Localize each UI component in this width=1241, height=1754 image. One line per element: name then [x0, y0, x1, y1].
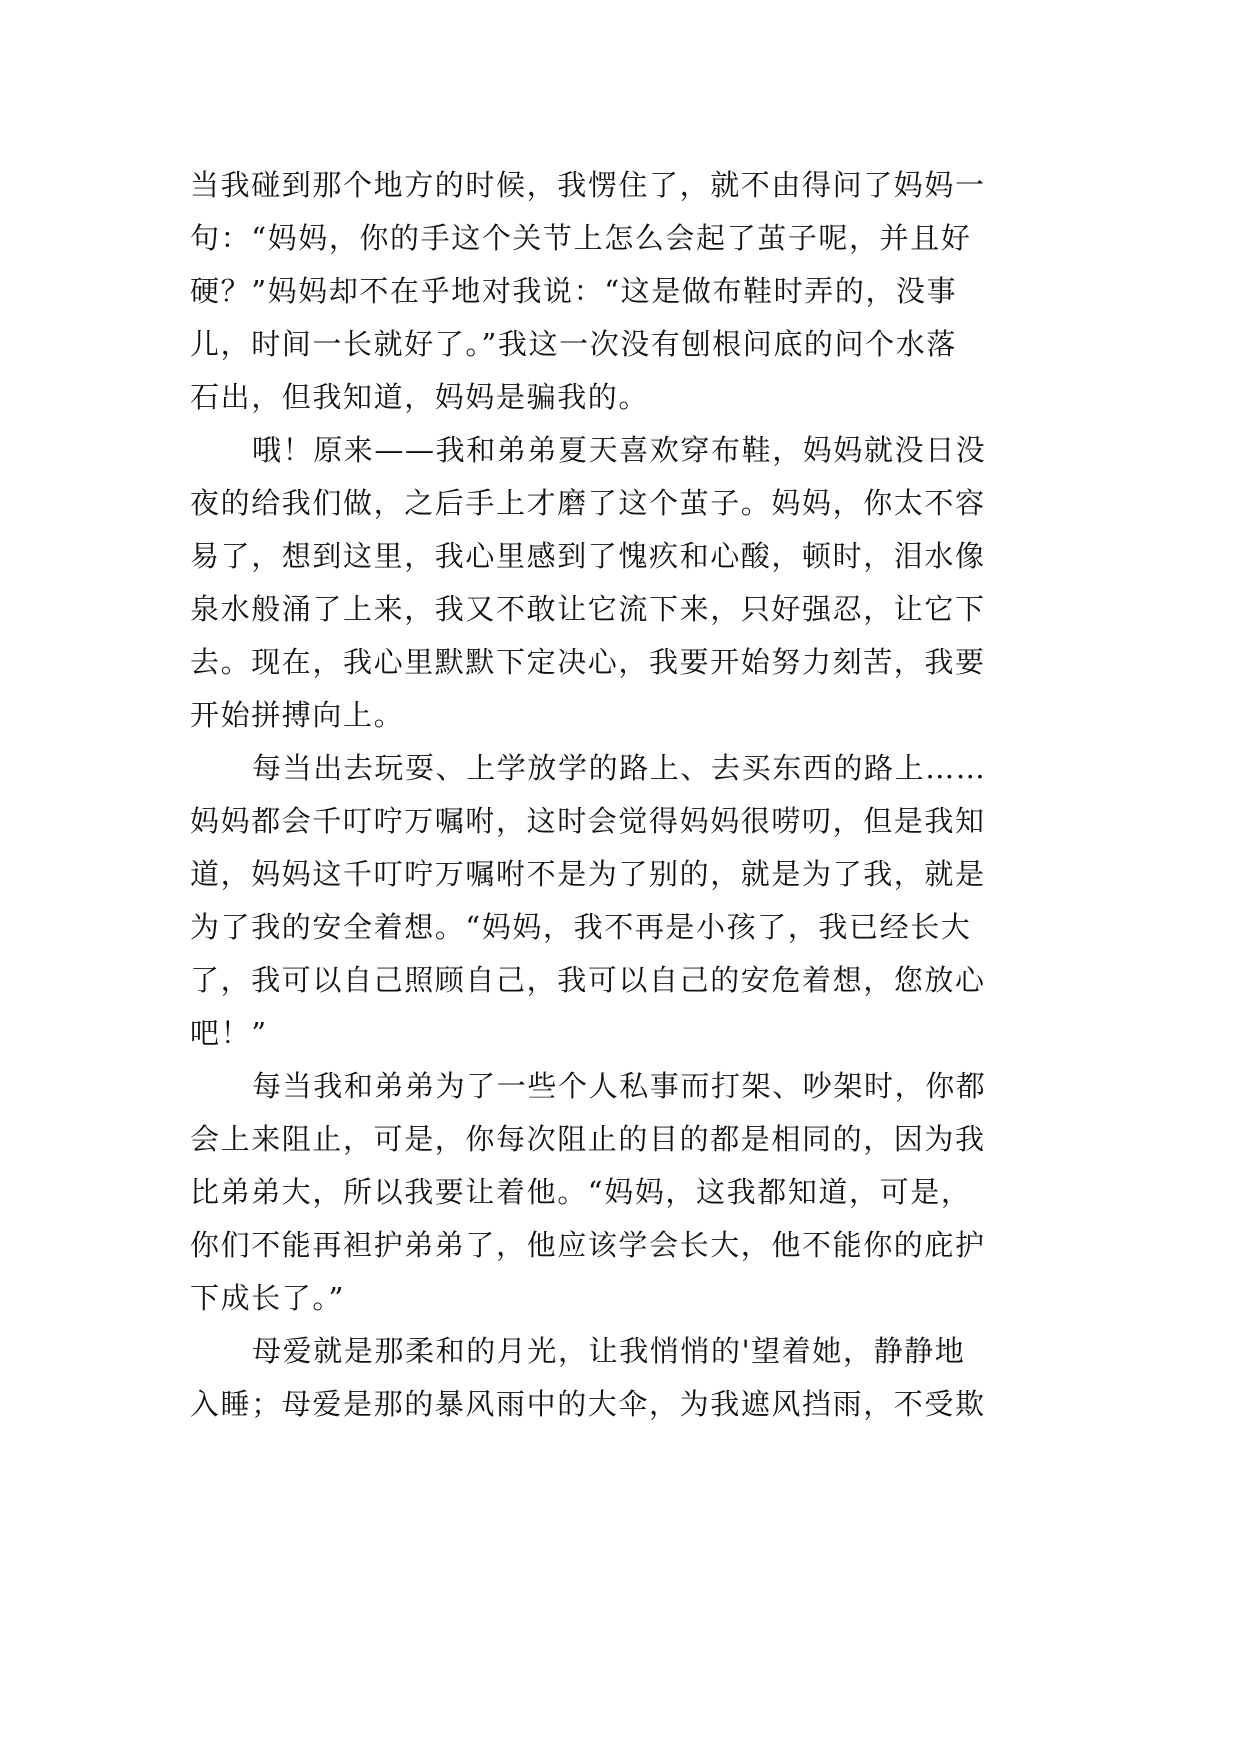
paragraph-2-line-3: 易了，想到这里，我心里感到了愧疚和心酸，顿时，泪水像 [190, 539, 986, 573]
paragraph-3-line-1: 每当出去玩耍、上学放学的路上、去买东西的路上…… [252, 751, 987, 785]
paragraph-5-line-1: 母爱就是那柔和的月光，让我悄悄的'望着她，静静地 [252, 1334, 966, 1368]
paragraph-3-line-4: 为了我的安全着想。“妈妈，我不再是小孩了，我已经长大 [190, 910, 972, 944]
paragraph-1-line-1: 当我碰到那个地方的时候，我愣住了，就不由得问了妈妈一 [190, 168, 986, 202]
paragraph-5-line-2: 入睡；母爱是那的暴风雨中的大伞，为我遮风挡雨，不受欺 [190, 1387, 986, 1421]
paragraph-2-line-2: 夜的给我们做，之后手上才磨了这个茧子。妈妈，你太不容 [190, 486, 986, 520]
paragraph-2-line-5: 去。现在，我心里默默下定决心，我要开始努力刻苦，我要 [190, 645, 986, 679]
paragraph-4-line-5: 下成长了。” [190, 1281, 345, 1315]
paragraph-1-line-4: 儿，时间一长就好了。”我这一次没有刨根问底的问个水落 [190, 327, 957, 361]
paragraph-3-line-5: 了，我可以自己照顾自己，我可以自己的安危着想，您放心 [190, 963, 986, 997]
paragraph-4-line-2: 会上来阻止，可是，你每次阻止的目的都是相同的，因为我 [190, 1122, 986, 1156]
paragraph-4-line-1: 每当我和弟弟为了一些个人私事而打架、吵架时，你都 [252, 1069, 987, 1103]
paragraph-2-line-4: 泉水般涌了上来，我又不敢让它流下来，只好强忍，让它下 [190, 592, 986, 626]
paragraph-1-line-3: 硬？”妈妈却不在乎地对我说：“这是做布鞋时弄的，没事 [190, 274, 958, 308]
paragraph-1-line-5: 石出，但我知道，妈妈是骗我的。 [190, 380, 650, 414]
paragraph-3-line-6: 吧！” [190, 1016, 268, 1050]
paragraph-4-line-3: 比弟弟大，所以我要让着他。“妈妈，这我都知道，可是， [190, 1175, 972, 1209]
paragraph-1-line-2: 句：“妈妈，你的手这个关节上怎么会起了茧子呢，并且好 [190, 221, 972, 255]
paragraph-3-line-3: 道，妈妈这千叮咛万嘱咐不是为了别的，就是为了我，就是 [190, 857, 986, 891]
paragraph-2-line-1: 哦！原来——我和弟弟夏天喜欢穿布鞋，妈妈就没日没 [252, 433, 987, 467]
paragraph-2-line-6: 开始拼搏向上。 [190, 698, 405, 732]
paragraph-4-line-4: 你们不能再袒护弟弟了，他应该学会长大，他不能你的庇护 [190, 1228, 986, 1262]
paragraph-3-line-2: 妈妈都会千叮咛万嘱咐，这时会觉得妈妈很唠叨，但是我知 [190, 804, 986, 838]
document-body [190, 165, 1051, 1565]
